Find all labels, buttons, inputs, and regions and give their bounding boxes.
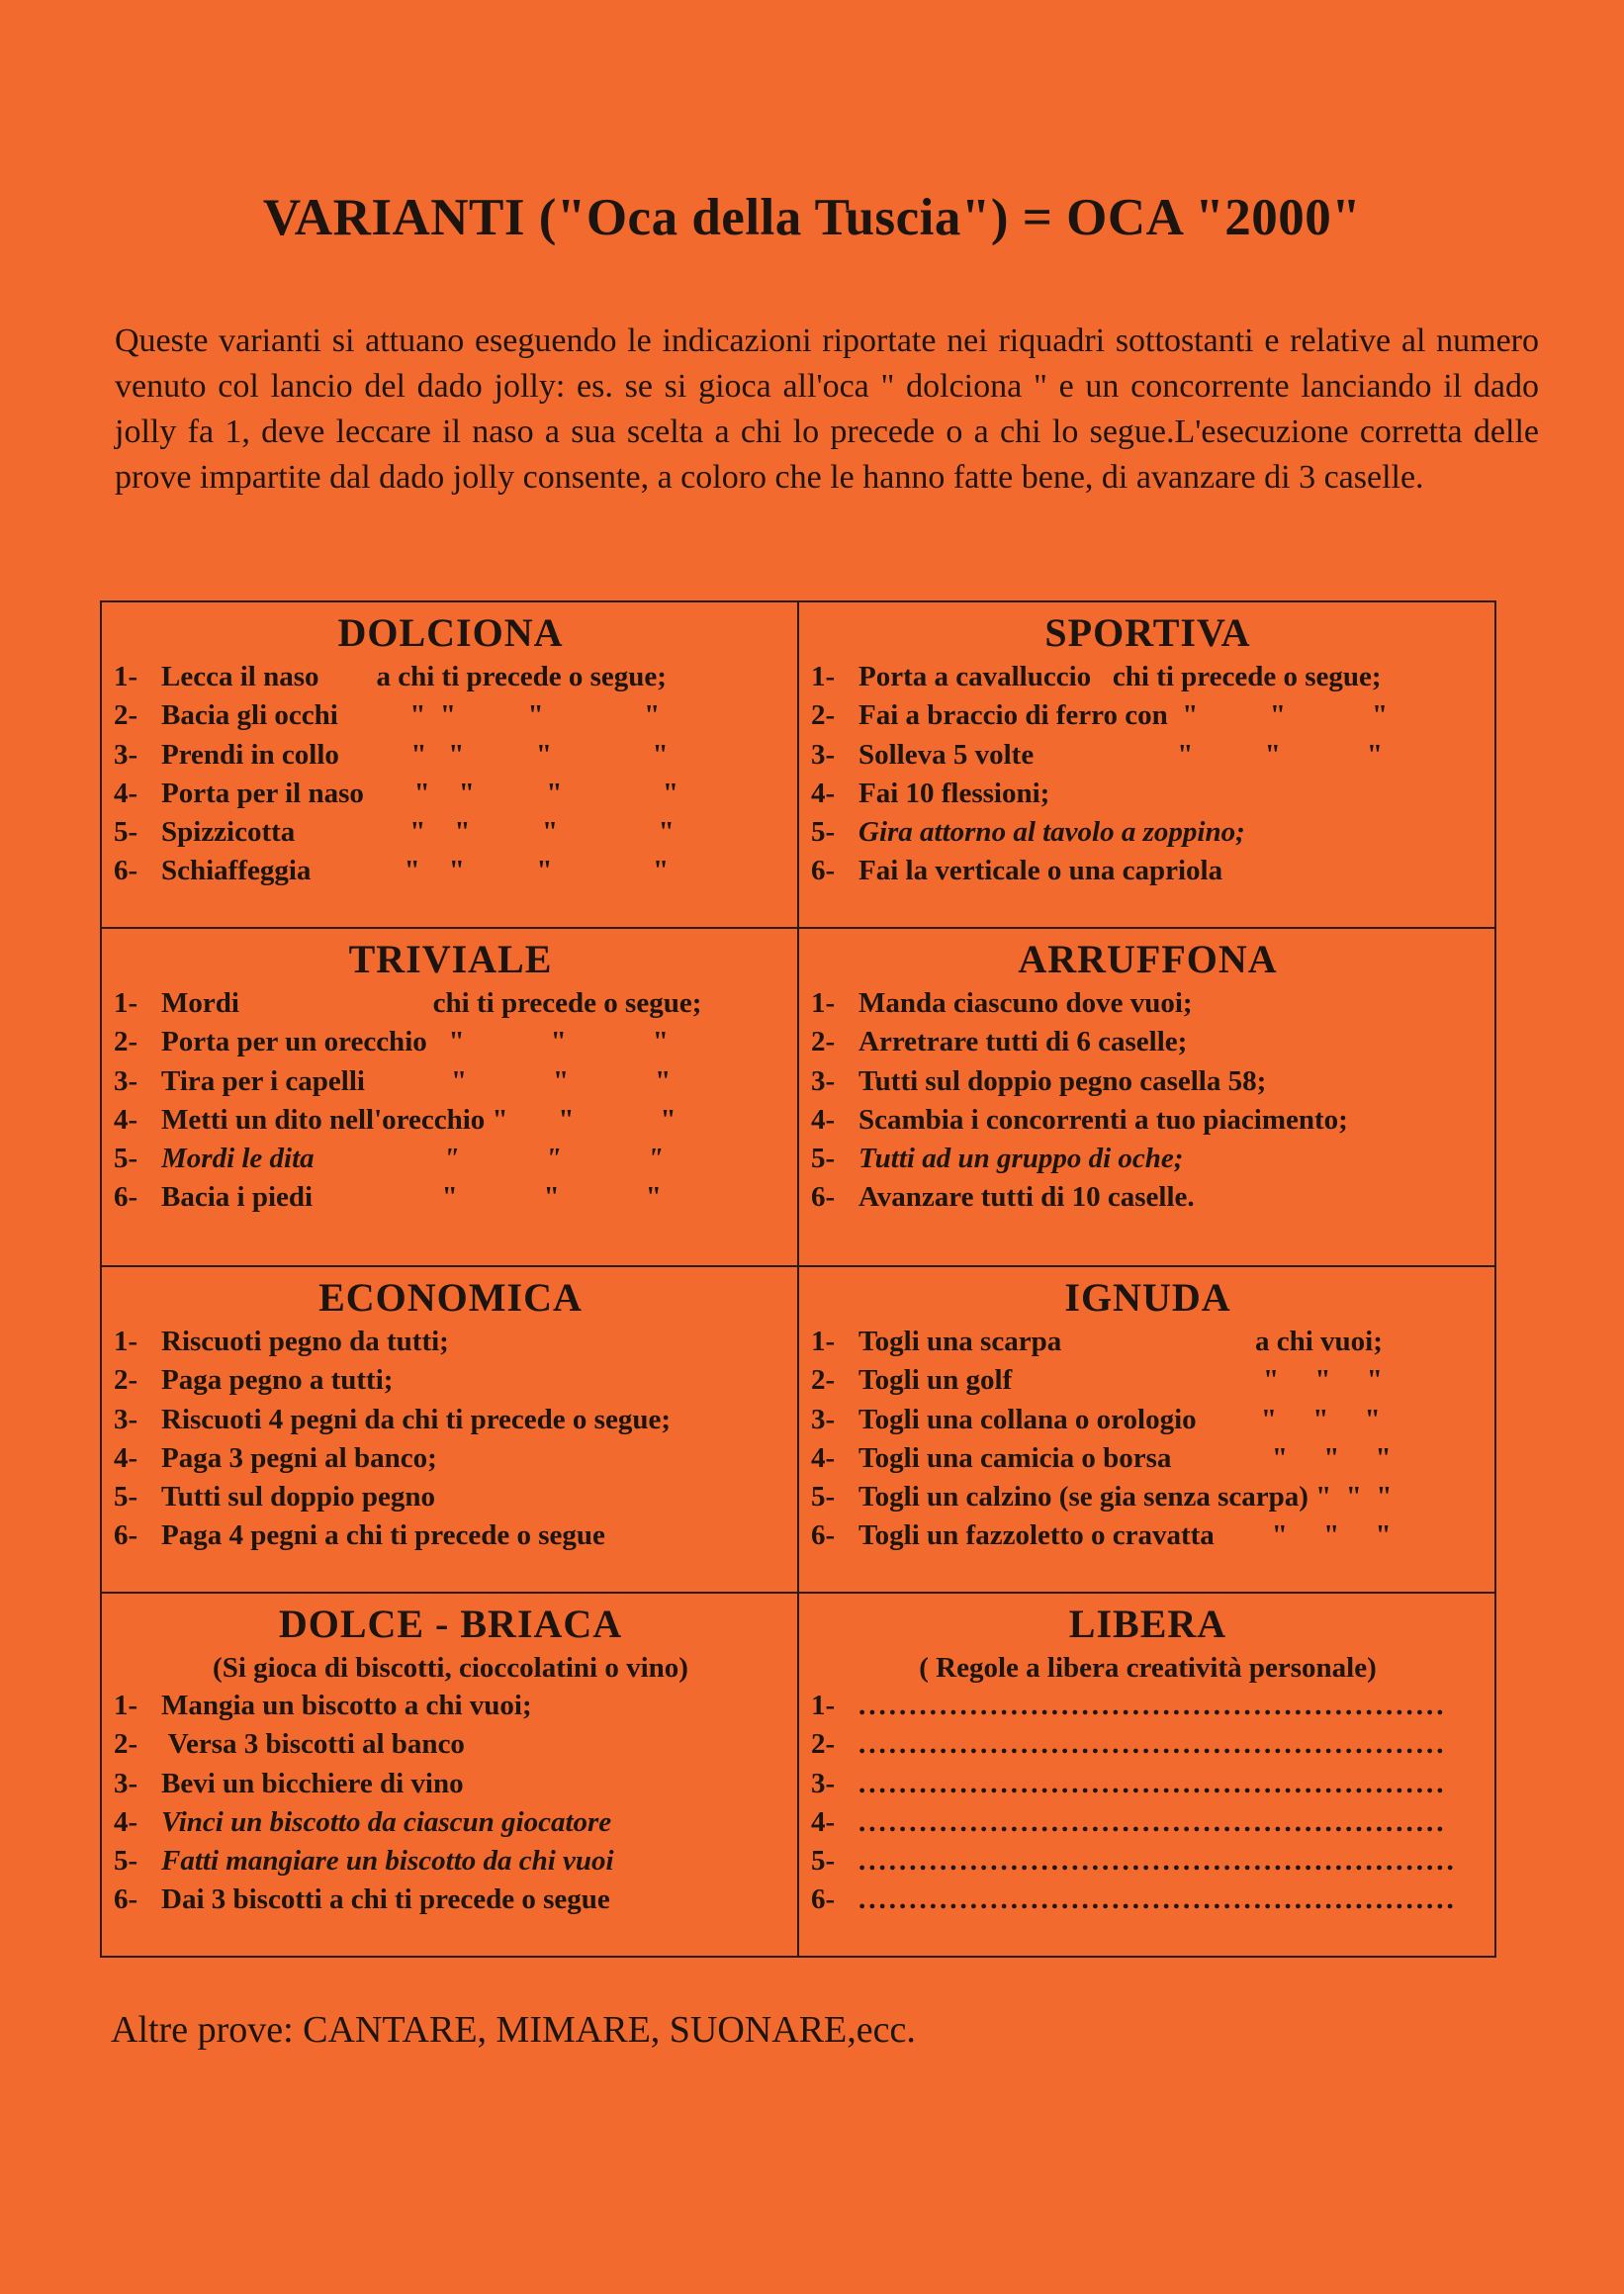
rule-list	[114, 984, 787, 1218]
rule-item	[114, 1842, 787, 1881]
rule-item	[811, 1323, 1485, 1361]
rule-item	[811, 658, 1485, 696]
rule-number: 6-	[811, 1519, 836, 1552]
rule-text: Bevi un bicchiere di vino	[161, 1767, 464, 1799]
rule-list	[811, 1323, 1485, 1556]
variant-subtitle: ( Regole a libera creatività personale)	[919, 1652, 1377, 1684]
rule-item	[114, 1062, 787, 1101]
rule-item	[811, 852, 1485, 890]
rule-number: 1-	[811, 661, 836, 692]
rule-item	[114, 1478, 787, 1516]
rule-number: 2-	[114, 699, 138, 732]
rule-number: 5-	[114, 1143, 138, 1175]
rule-text: Mordi chi ti precede o segue;	[161, 987, 702, 1019]
rule-number: 5-	[811, 1143, 836, 1175]
rule-item	[811, 1516, 1485, 1555]
variants-table	[100, 600, 1496, 1958]
rule-text: Spizzicotta " " " "	[161, 816, 675, 849]
rule-number: 5-	[811, 816, 836, 849]
rule-item	[114, 736, 787, 775]
rule-number: 1-	[811, 1690, 836, 1721]
rule-text: Togli un golf " " "	[858, 1364, 1383, 1397]
variants-row	[101, 1266, 1495, 1593]
rule-text: Gira attorno al tavolo a zoppino;	[858, 816, 1245, 849]
rule-text: Prendi in collo " " " "	[161, 738, 669, 771]
rule-item	[811, 1062, 1485, 1101]
rule-text: Fai 10 flessioni;	[858, 777, 1050, 809]
rule-text: Mordi le dita " " "	[161, 1143, 664, 1175]
rule-item	[114, 1178, 787, 1217]
rule-number: 2-	[114, 1728, 138, 1761]
rule-number: 4-	[114, 1805, 138, 1838]
rule-number: 1-	[114, 987, 138, 1019]
rule-item	[114, 1101, 787, 1140]
variant-cell	[798, 1593, 1495, 1957]
rule-item	[114, 658, 787, 696]
variant-title: ECONOMICA	[318, 1275, 583, 1320]
rule-item	[811, 1803, 1485, 1842]
rule-item	[114, 1323, 787, 1361]
variant-cell	[101, 928, 798, 1266]
rule-number: 6-	[114, 1883, 138, 1916]
footer-note: Altre prove: CANTARE, MIMARE, SUONARE,ecc.	[111, 2009, 916, 2051]
rule-text: Porta a cavalluccio chi ti precede o segue;	[858, 661, 1382, 692]
rule-number: 1-	[811, 987, 836, 1019]
variant-cell	[798, 928, 1495, 1266]
rule-number: 4-	[811, 1103, 836, 1136]
rule-number: 3-	[114, 1403, 138, 1435]
rule-item	[811, 1687, 1485, 1725]
rule-item	[811, 1765, 1485, 1803]
rule-number: 4-	[811, 1441, 836, 1474]
intro-paragraph: Queste varianti si attuano eseguendo le indicazioni riportate nei riquadri sottostanti e relative al numero venuto col lancio del dado jolly: es. se si gioca all'oca " dolciona " e un concorrente lanciando il dado jolly fa 1, deve leccare il naso a sua scelta a chi lo precede o a chi lo segue.L'esecuzione corretta delle prove impartite dal dado jolly consente, a coloro che le hanno fatte bene, di avanzare di 3 caselle.	[115, 322, 1539, 496]
rule-item	[114, 1023, 787, 1061]
rule-text: Tutti sul doppio pegno	[161, 1481, 435, 1514]
rule-text: Solleva 5 volte " " "	[858, 738, 1384, 771]
rule-number: 2-	[811, 1728, 836, 1761]
variant-cell	[101, 1266, 798, 1593]
rule-item	[114, 984, 787, 1023]
rule-number: 5-	[114, 1845, 138, 1878]
rule-text: Tira per i capelli " " "	[161, 1064, 672, 1097]
rule-list	[811, 984, 1485, 1218]
rule-text: Dai 3 biscotti a chi ti precede o segue	[161, 1883, 610, 1916]
rule-number: 6-	[811, 1181, 836, 1214]
rule-number: 3-	[114, 1767, 138, 1799]
variants-row	[101, 928, 1495, 1266]
rule-item	[811, 1361, 1485, 1400]
rule-text: Tutti sul doppio pegno casella 58;	[858, 1064, 1267, 1097]
rule-item	[114, 1361, 787, 1400]
rule-text: Porta per un orecchio " " "	[161, 1026, 669, 1058]
rule-item	[811, 1140, 1485, 1178]
rule-item	[114, 696, 787, 735]
rule-text: Arretrare tutti di 6 caselle;	[858, 1026, 1188, 1058]
rule-item	[811, 736, 1485, 775]
rule-text: Togli un fazzoletto o cravatta " " "	[858, 1519, 1392, 1552]
rule-number: 6-	[811, 855, 836, 887]
rule-number: 4-	[114, 1103, 138, 1136]
rule-number: 1-	[114, 661, 138, 692]
rule-number: 3-	[811, 738, 836, 771]
rule-item	[811, 1401, 1485, 1439]
rule-text: ..........................................................	[858, 1690, 1447, 1721]
variants-row	[101, 601, 1495, 928]
rule-list	[811, 1687, 1485, 1920]
variant-title: SPORTIVA	[1044, 610, 1251, 655]
rule-text: Fai la verticale o una capriola	[858, 855, 1223, 887]
rule-number: 5-	[811, 1845, 836, 1878]
rule-text: Togli un calzino (se gia senza scarpa) " " "	[858, 1481, 1393, 1514]
rule-number: 2-	[811, 1026, 836, 1058]
rule-text: ...........................................................	[858, 1845, 1457, 1878]
rule-text: Fatti mangiare un biscotto da chi vuoi	[161, 1845, 614, 1878]
rule-number: 3-	[811, 1403, 836, 1435]
rule-text: Manda ciascuno dove vuoi;	[858, 987, 1193, 1019]
rule-number: 5-	[811, 1481, 836, 1514]
rule-item	[811, 984, 1485, 1023]
rule-number: 2-	[811, 1364, 836, 1397]
rule-text: Mangia un biscotto a chi vuoi;	[161, 1690, 532, 1721]
rule-item	[811, 1725, 1485, 1764]
rule-item	[114, 1516, 787, 1555]
rule-item	[811, 813, 1485, 852]
rule-list	[114, 1323, 787, 1556]
rule-item	[114, 1687, 787, 1725]
rule-text: ..........................................................	[858, 1728, 1447, 1761]
rule-text: Paga 3 pegni al banco;	[161, 1441, 437, 1474]
rule-item	[811, 1439, 1485, 1478]
rule-item	[811, 1842, 1485, 1881]
rule-item	[811, 1478, 1485, 1516]
rule-item	[811, 1101, 1485, 1140]
rule-text: Togli una camicia o borsa " " "	[858, 1441, 1392, 1474]
rule-text: Schiaffeggia " " " "	[161, 855, 670, 887]
rule-item	[114, 813, 787, 852]
rule-number: 6-	[114, 1519, 138, 1552]
rule-number: 2-	[114, 1364, 138, 1397]
variant-cell	[798, 601, 1495, 928]
rule-text: Tutti ad un gruppo di oche;	[858, 1143, 1184, 1175]
variant-title: TRIVIALE	[348, 937, 553, 981]
rule-number: 2-	[811, 699, 836, 732]
variants-row	[101, 1593, 1495, 1957]
rule-number: 6-	[114, 1181, 138, 1214]
rule-text: Bacia gli occhi " " " "	[161, 699, 661, 732]
rule-number: 6-	[114, 855, 138, 887]
rule-text: Togli una scarpa a chi vuoi;	[858, 1326, 1383, 1357]
rule-text: Bacia i piedi " " "	[161, 1181, 662, 1214]
rule-number: 3-	[811, 1064, 836, 1097]
page-title: VARIANTI ("Oca della Tuscia") = OCA "2000"	[262, 189, 1362, 246]
rule-item	[114, 1881, 787, 1919]
rule-text: Togli una collana o orologio " " "	[858, 1403, 1381, 1435]
variant-cell	[101, 1593, 798, 1957]
rule-number: 4-	[811, 1805, 836, 1838]
rule-number: 2-	[114, 1026, 138, 1058]
variant-title: DOLCIONA	[337, 610, 564, 655]
rule-number: 3-	[114, 738, 138, 771]
variant-title: ARRUFFONA	[1018, 937, 1278, 981]
variant-subtitle: (Si gioca di biscotti, cioccolatini o vino)	[213, 1652, 688, 1684]
rule-number: 1-	[114, 1690, 138, 1721]
rule-item	[811, 1023, 1485, 1061]
rule-number: 4-	[114, 1441, 138, 1474]
rule-text: Paga 4 pegni a chi ti precede o segue	[161, 1519, 605, 1552]
variant-cell	[798, 1266, 1495, 1593]
rule-item	[114, 1803, 787, 1842]
rule-number: 3-	[114, 1064, 138, 1097]
rule-item	[811, 1881, 1485, 1919]
rule-text: ..........................................................	[858, 1767, 1447, 1799]
rule-number: 4-	[811, 777, 836, 809]
rule-number: 1-	[811, 1326, 836, 1357]
rule-item	[811, 1178, 1485, 1217]
rule-text: ..........................................................	[858, 1805, 1447, 1838]
rule-text: Fai a braccio di ferro con " " "	[858, 699, 1389, 732]
rule-number: 1-	[114, 1326, 138, 1357]
rule-number: 6-	[811, 1883, 836, 1916]
variant-title: DOLCE - BRIACA	[278, 1602, 623, 1646]
variant-title: IGNUDA	[1064, 1275, 1231, 1320]
rule-item	[114, 775, 787, 813]
rule-text: Avanzare tutti di 10 caselle.	[858, 1181, 1195, 1214]
rule-item	[811, 696, 1485, 735]
rule-number: 5-	[114, 816, 138, 849]
rule-text: Riscuoti 4 pegni da chi ti precede o segue;	[161, 1403, 671, 1435]
rule-list	[114, 1687, 787, 1920]
rule-list	[114, 658, 787, 891]
rule-text: Metti un dito nell'orecchio " " "	[161, 1103, 677, 1136]
rule-text: Scambia i concorrenti a tuo piacimento;	[858, 1103, 1348, 1136]
rule-item	[811, 775, 1485, 813]
rule-item	[114, 852, 787, 890]
rule-text: Paga pegno a tutti;	[161, 1364, 394, 1397]
variant-cell	[101, 601, 798, 928]
rule-text: ...........................................................	[858, 1883, 1457, 1916]
rule-item	[114, 1439, 787, 1478]
rule-number: 3-	[811, 1767, 836, 1799]
rule-number: 5-	[114, 1481, 138, 1514]
rule-item	[114, 1725, 787, 1764]
rule-item	[114, 1140, 787, 1178]
rule-text: Vinci un biscotto da ciascun giocatore	[161, 1805, 612, 1838]
rule-text: Riscuoti pegno da tutti;	[161, 1326, 449, 1357]
rule-list	[811, 658, 1485, 891]
rule-item	[114, 1765, 787, 1803]
rule-number: 4-	[114, 777, 138, 809]
rule-text: Porta per il naso " " " "	[161, 777, 679, 809]
rule-text: Versa 3 biscotti al banco	[161, 1728, 465, 1761]
rule-item	[114, 1401, 787, 1439]
rule-text: Lecca il naso a chi ti precede o segue;	[161, 661, 667, 692]
variant-title: LIBERA	[1068, 1602, 1227, 1646]
